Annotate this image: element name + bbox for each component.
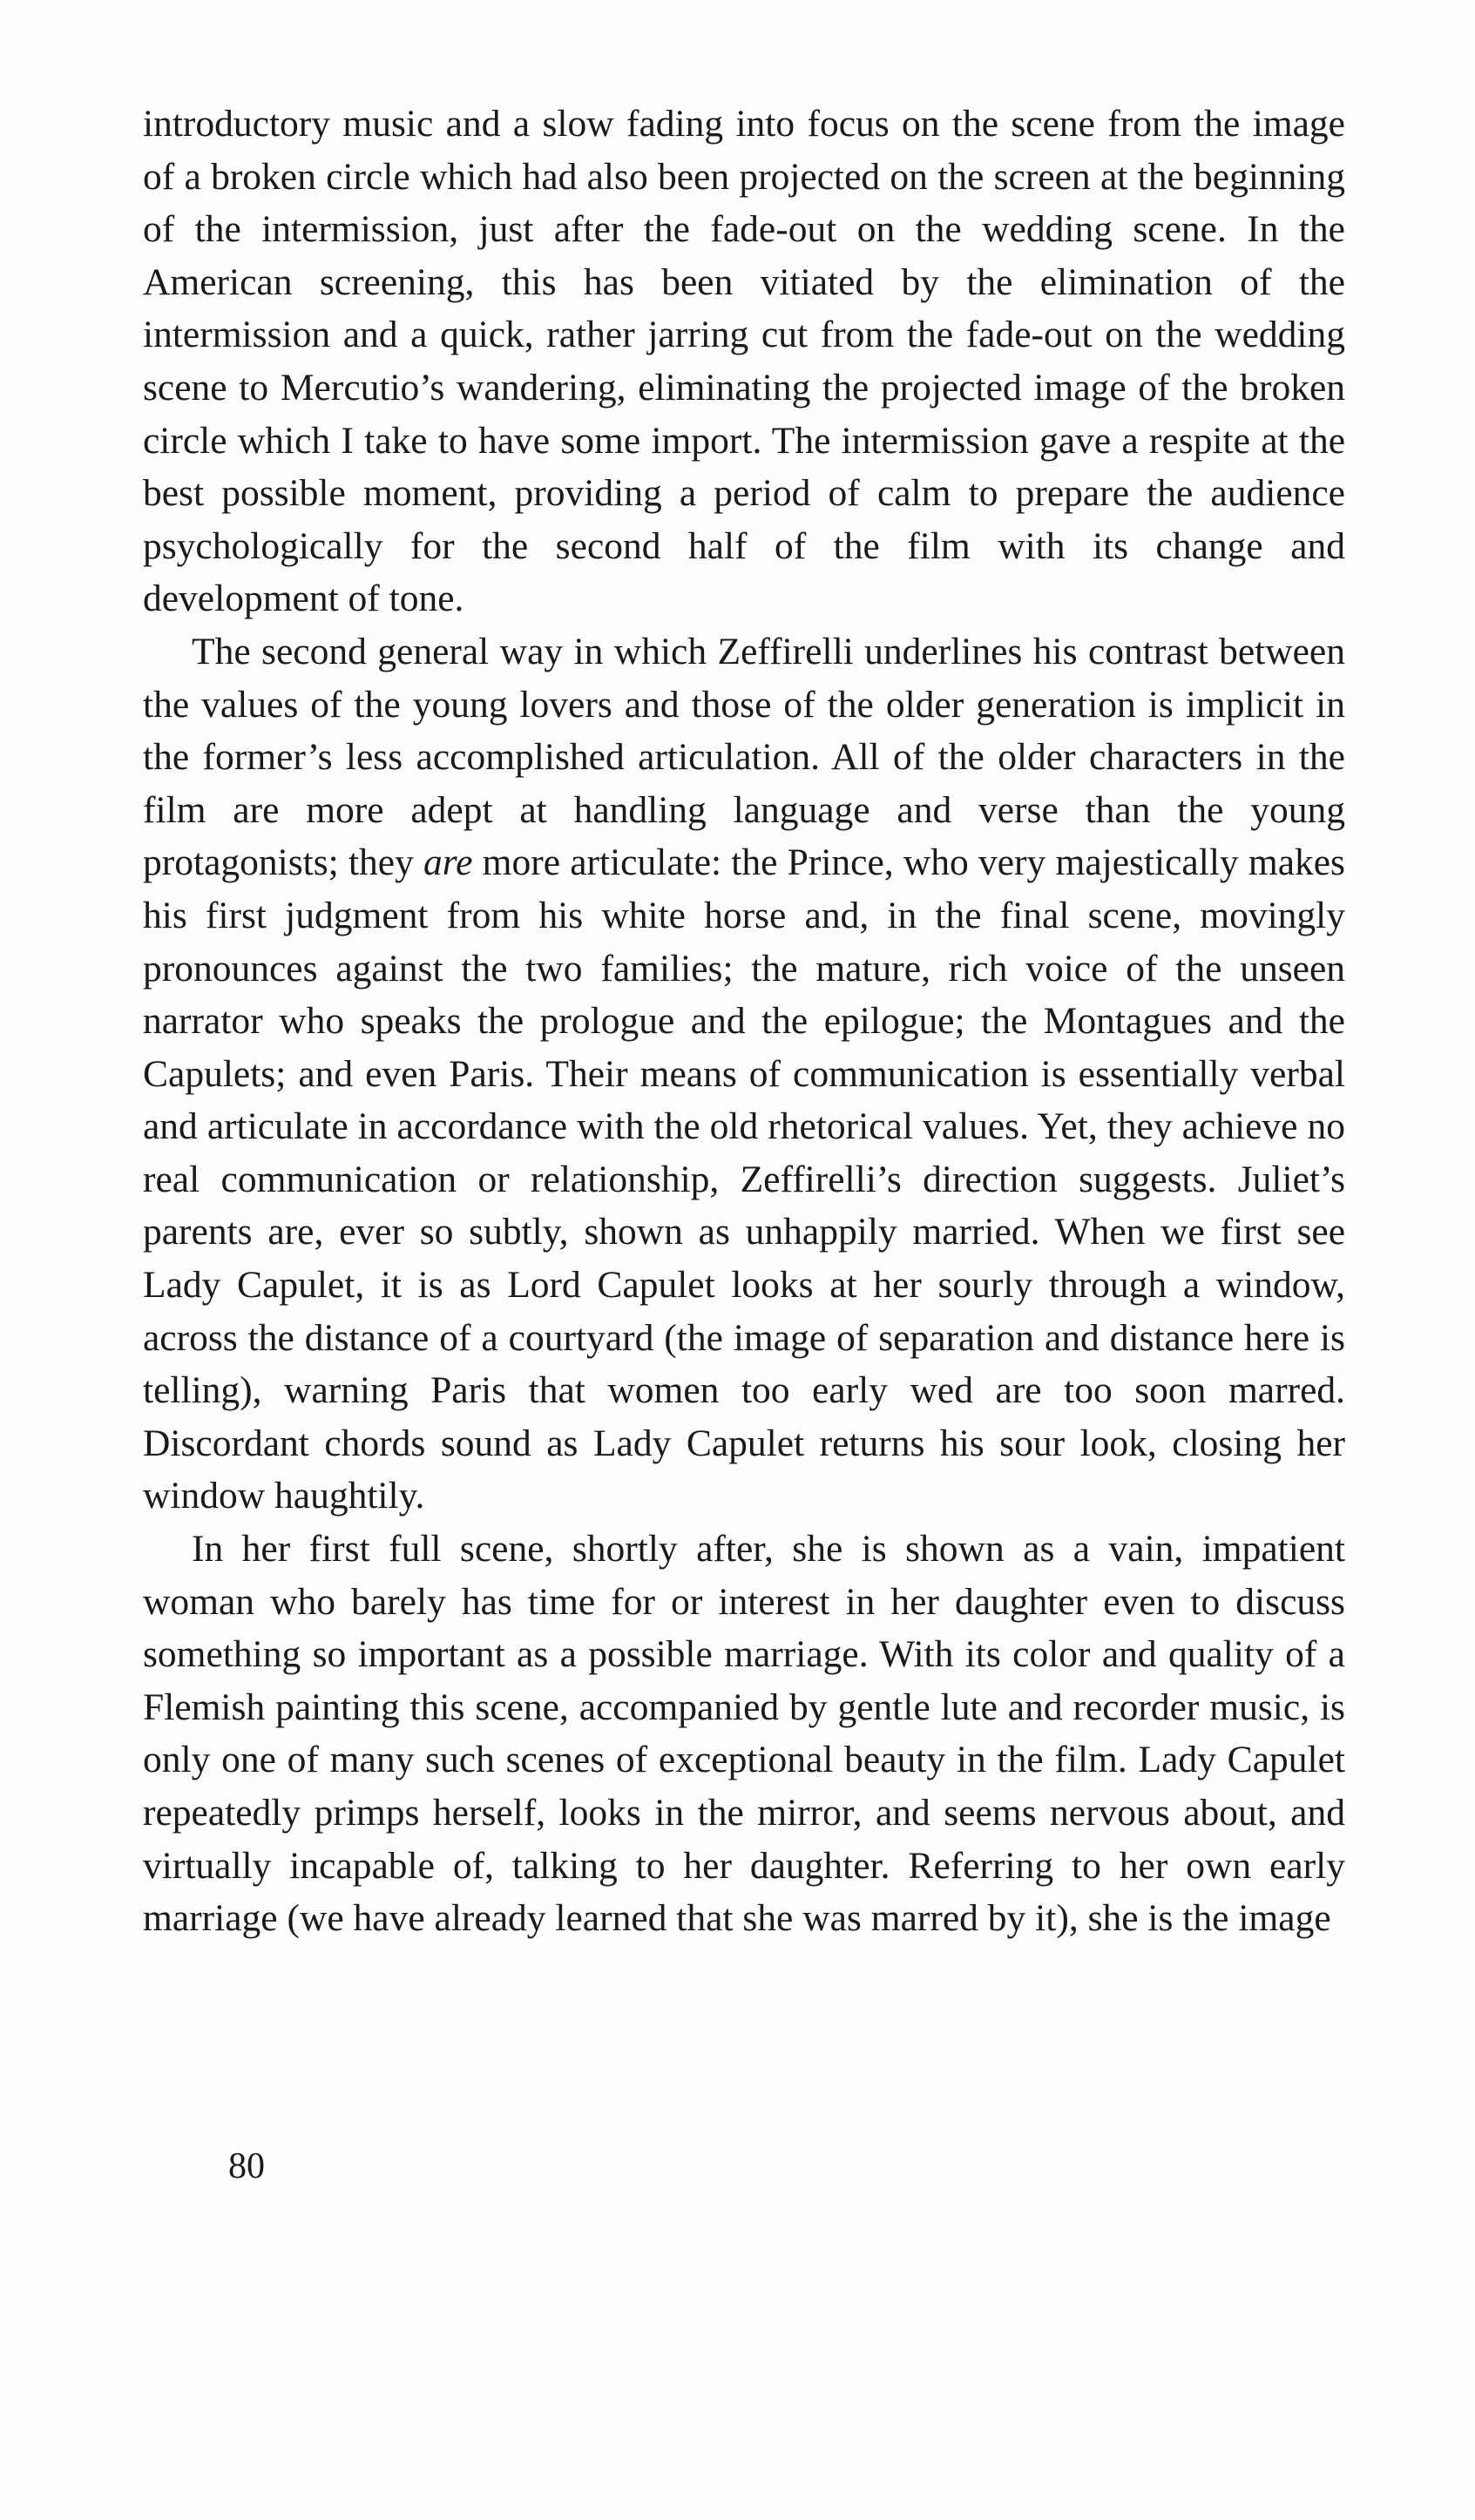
paragraph-2-text-end: more articulate: the Prince, who very majestically makes his first judgment from his white horse and, in the final scene, movingly pronounces against the two families; the mature, rich voice of the unseen narrator who speaks the prologue and the epilogue; the Montagues and the Capulets; and even Paris. Their means of communication is essentially verbal and articulate in accordance with the old rhetorical values. Yet, they achieve no real communication or relationship, Zeffirelli’s direction suggests. Juliet’s parents are, ever so subtly, shown as unhappily married. When we first see Lady Capulet, it is as Lord Capulet looks at her sourly through a window, across the distance of a courtyard (the image of separation and distance here is telling), warning Paris that women too early wed are too soon marred. Discordant chords sound as Lady Capulet returns his sour look, closing her window haughtily. [143,841,1345,1517]
page-number: 80 [228,2146,265,2186]
paragraph-1 [143,98,1345,625]
body-text [143,98,1345,1945]
paragraph-2-emphasis: are [423,841,473,884]
paragraph-2-text-start: The second general way in which Zeffirelli underlines his contrast between the values of the young lovers and those of the older generation is implicit in the former’s less accomplished articulation. All of the older characters in the film are more adept at handling language and verse than the young protagonists; they [143,630,1345,884]
paragraph-3-text: In her first full scene, shortly after, she is shown as a vain, impatient woman who barely has time for or interest in her daughter even to discuss something so important as a possible marriage. With its color and quality of a Flemish painting this scene, accompanied by gentle lute and recorder music, is only one of many such scenes of exceptional beauty in the film. Lady Capulet repeatedly primps herself, looks in the mirror, and seems nervous about, and virtually incapable of, talking to her daughter. Referring to her own early marriage (we have already learned that she was marred by it), she is the image [143,1528,1345,1940]
paragraph-1-text: introductory music and a slow fading into focus on the scene from the image of a broken circle which had also been projected on the screen at the beginning of the intermission, just after the fade-out on the wedding scene. In the American screening, this has been vitiated by the elimination of the intermission and a quick, rather jarring cut from the fade-out on the wedding scene to Mercutio’s wandering, eliminating the projected image of the broken circle which I take to have some import. The intermission gave a respite at the best possible moment, providing a period of calm to prepare the audience psychologically for the second half of the film with its change and development of tone. [143,103,1345,620]
paragraph-2 [143,625,1345,1523]
paragraph-3 [143,1523,1345,1945]
